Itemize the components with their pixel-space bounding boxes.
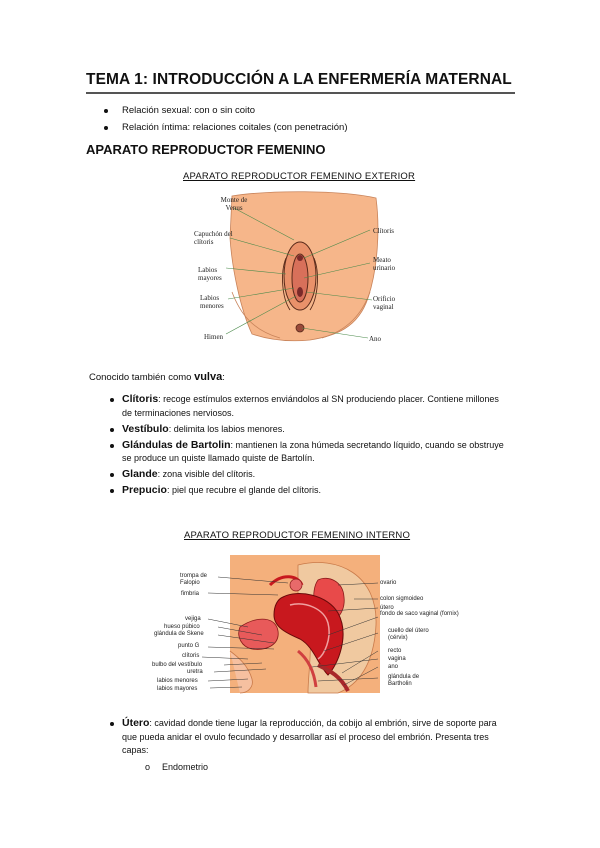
page-title: TEMA 1: INTRODUCCIÓN A LA ENFERMERÍA MATERNAL — [86, 71, 512, 88]
label-vagina: vagina — [388, 656, 406, 662]
label-himen: Himen — [204, 333, 224, 341]
label-bartholin: glándula de Bartholin — [388, 674, 420, 687]
label-fimbria: fimbria — [181, 591, 200, 597]
label-meato: Meato urinario — [373, 256, 396, 272]
label-monte-venus: Monte de Venus — [220, 196, 248, 212]
list-item: Relación sexual: con o sin coito — [102, 103, 347, 120]
label-skene: glándula de Skene — [154, 631, 204, 637]
label-ovario: ovario — [380, 580, 397, 586]
label-vejiga: vejiga — [185, 616, 201, 622]
vulva-list — [108, 393, 504, 500]
label-labios-menores: Labios menores — [200, 294, 224, 310]
label-trompa: trompa de Falopio — [180, 573, 208, 586]
label-cervix: cuello del útero (cérvix) — [388, 628, 429, 641]
layer-item: o Endometrio — [145, 762, 209, 772]
label-fornix: fondo de saco vaginal (fornix) — [380, 611, 459, 617]
list-item: Prepucio: piel que recubre el glande del clítoris. — [108, 484, 504, 498]
label-colon: colon sigmoideo — [380, 596, 424, 602]
label-punto-g: punto G — [178, 643, 200, 649]
uterus-list — [108, 717, 504, 760]
list-item: Glándulas de Bartolin: mantienen la zona húmeda secretando líquido, cuando se obstruye se produce un quiste llamado quiste de Bartolín. — [108, 439, 504, 466]
figure-title: APARATO REPRODUCTOR FEMENINO INTERNO — [184, 530, 411, 541]
label-bulbo: bulbo del vestíbulo — [152, 662, 203, 668]
list-item: Vestíbulo: delimita los labios menores. — [108, 423, 504, 437]
label-capuchon: Capuchón del clítoris — [194, 230, 233, 246]
vulva-intro: Conocido también como vulva: — [89, 371, 225, 383]
label-ano-int: ano — [388, 664, 399, 670]
label-labios-mayores-int: labios mayores — [157, 686, 198, 692]
list-item: Glande: zona visible del clítoris. — [108, 468, 504, 482]
label-labios-mayores: Labios mayores — [198, 266, 222, 282]
list-item: Útero: cavidad donde tiene lugar la reproducción, da cobijo al embrión, sirve de soporte para que pueda anidar el ovulo fecundado y desarrollar así el proceso del embrión. Presenta tres capas: — [108, 717, 504, 758]
label-uretra: uretra — [187, 669, 203, 675]
title-underline — [86, 92, 515, 94]
label-orificio-vaginal: Orificio vaginal — [373, 295, 396, 311]
list-item: Relación íntima: relaciones coitales (con penetración) — [102, 120, 347, 137]
label-utero: útero — [380, 605, 394, 611]
label-labios-menores-int: labios menores — [157, 678, 198, 684]
intro-list — [102, 103, 347, 136]
figure-title: APARATO REPRODUCTOR FEMENINO EXTERIOR — [183, 171, 416, 182]
label-hueso-pubico: hueso púbico — [164, 624, 200, 630]
label-ano: Ano — [369, 335, 382, 343]
list-item: Clítoris: recoge estímulos externos enviándolos al SN produciendo placer. Contiene millones de terminaciones nerviosos. — [108, 393, 504, 420]
section-title: APARATO REPRODUCTOR FEMENINO — [86, 142, 326, 157]
label-recto: recto — [388, 648, 402, 654]
label-clitoris: Clítoris — [373, 227, 395, 235]
label-clitoris-int: clítoris — [182, 653, 200, 659]
